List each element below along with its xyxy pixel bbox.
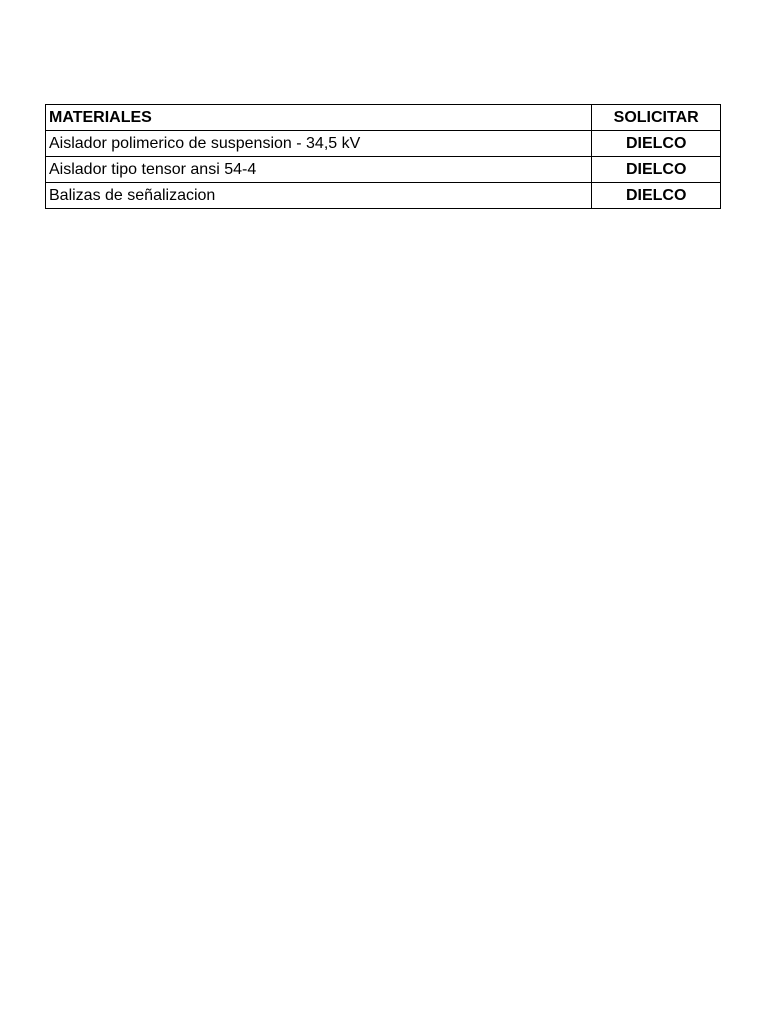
material-cell: Aislador tipo tensor ansi 54-4 [46,157,592,183]
header-solicitar: SOLICITAR [592,105,721,131]
header-row [46,105,721,131]
solicitar-cell: DIELCO [592,131,721,157]
solicitar-cell: DIELCO [592,157,721,183]
solicitar-cell: DIELCO [592,183,721,209]
materials-sheet [45,104,722,209]
material-cell: Aislador polimerico de suspension - 34,5 kV [46,131,592,157]
materials-table [45,104,721,209]
table-row [46,131,721,157]
table-row [46,157,721,183]
material-cell: Balizas de señalizacion [46,183,592,209]
header-materiales: MATERIALES [46,105,592,131]
table-row [46,183,721,209]
